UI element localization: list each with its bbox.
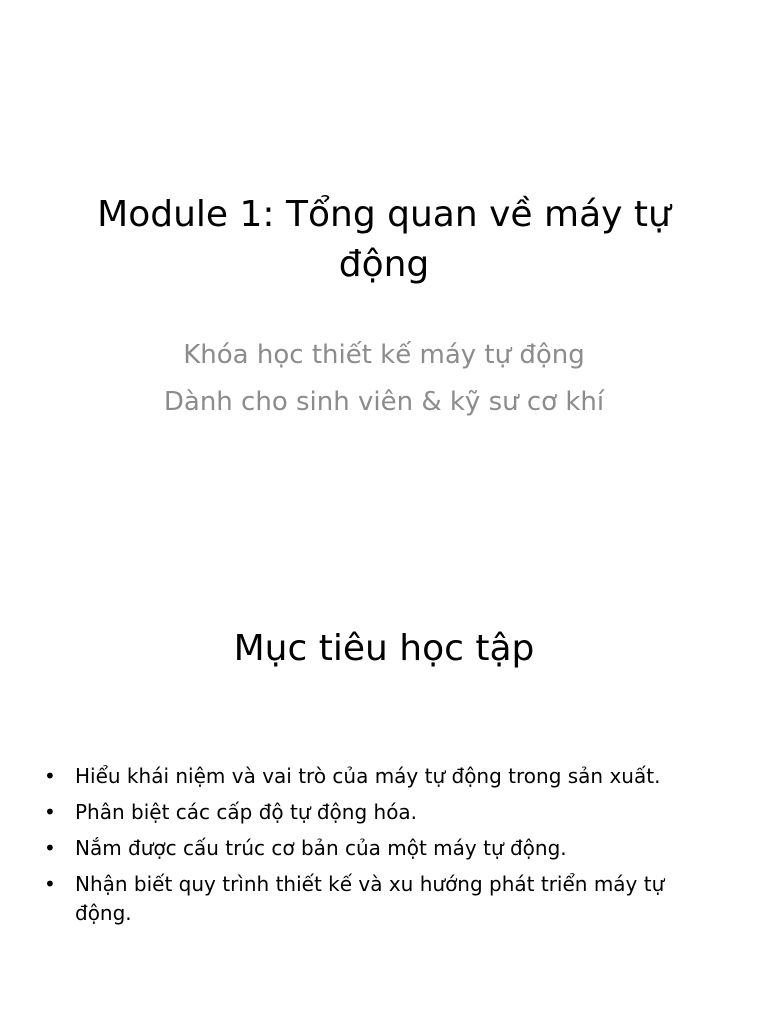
objective-item bbox=[40, 834, 720, 863]
objectives-title: Mục tiêu học tập bbox=[233, 628, 535, 669]
objective-item bbox=[40, 870, 720, 928]
subtitle bbox=[40, 332, 728, 426]
bullet-dot-icon: • bbox=[44, 836, 56, 860]
bullet-dot-icon: • bbox=[44, 872, 56, 896]
main-title: Module 1: Tổng quan về máy tự động bbox=[97, 194, 671, 285]
objectives-list bbox=[40, 762, 720, 935]
objective-text: Hiểu khái niệm và vai trò của máy tự động trong sản xuất. bbox=[75, 764, 661, 788]
objective-item bbox=[40, 762, 720, 791]
objectives-slide bbox=[0, 512, 768, 1024]
bullet-dot-icon: • bbox=[44, 764, 56, 788]
subtitle-line-course: Khóa học thiết kế máy tự động bbox=[183, 340, 585, 370]
objective-text: Nắm được cấu trúc cơ bản của một máy tự động. bbox=[75, 836, 567, 860]
objective-text: Nhận biết quy trình thiết kế và xu hướng phát triển máy tự động. bbox=[75, 872, 665, 925]
objective-text: Phân biệt các cấp độ tự động hóa. bbox=[75, 800, 418, 824]
bullet-dot-icon: • bbox=[44, 800, 56, 824]
objective-item bbox=[40, 798, 720, 827]
subtitle-line-audience: Dành cho sinh viên & kỹ sư cơ khí bbox=[163, 387, 605, 417]
